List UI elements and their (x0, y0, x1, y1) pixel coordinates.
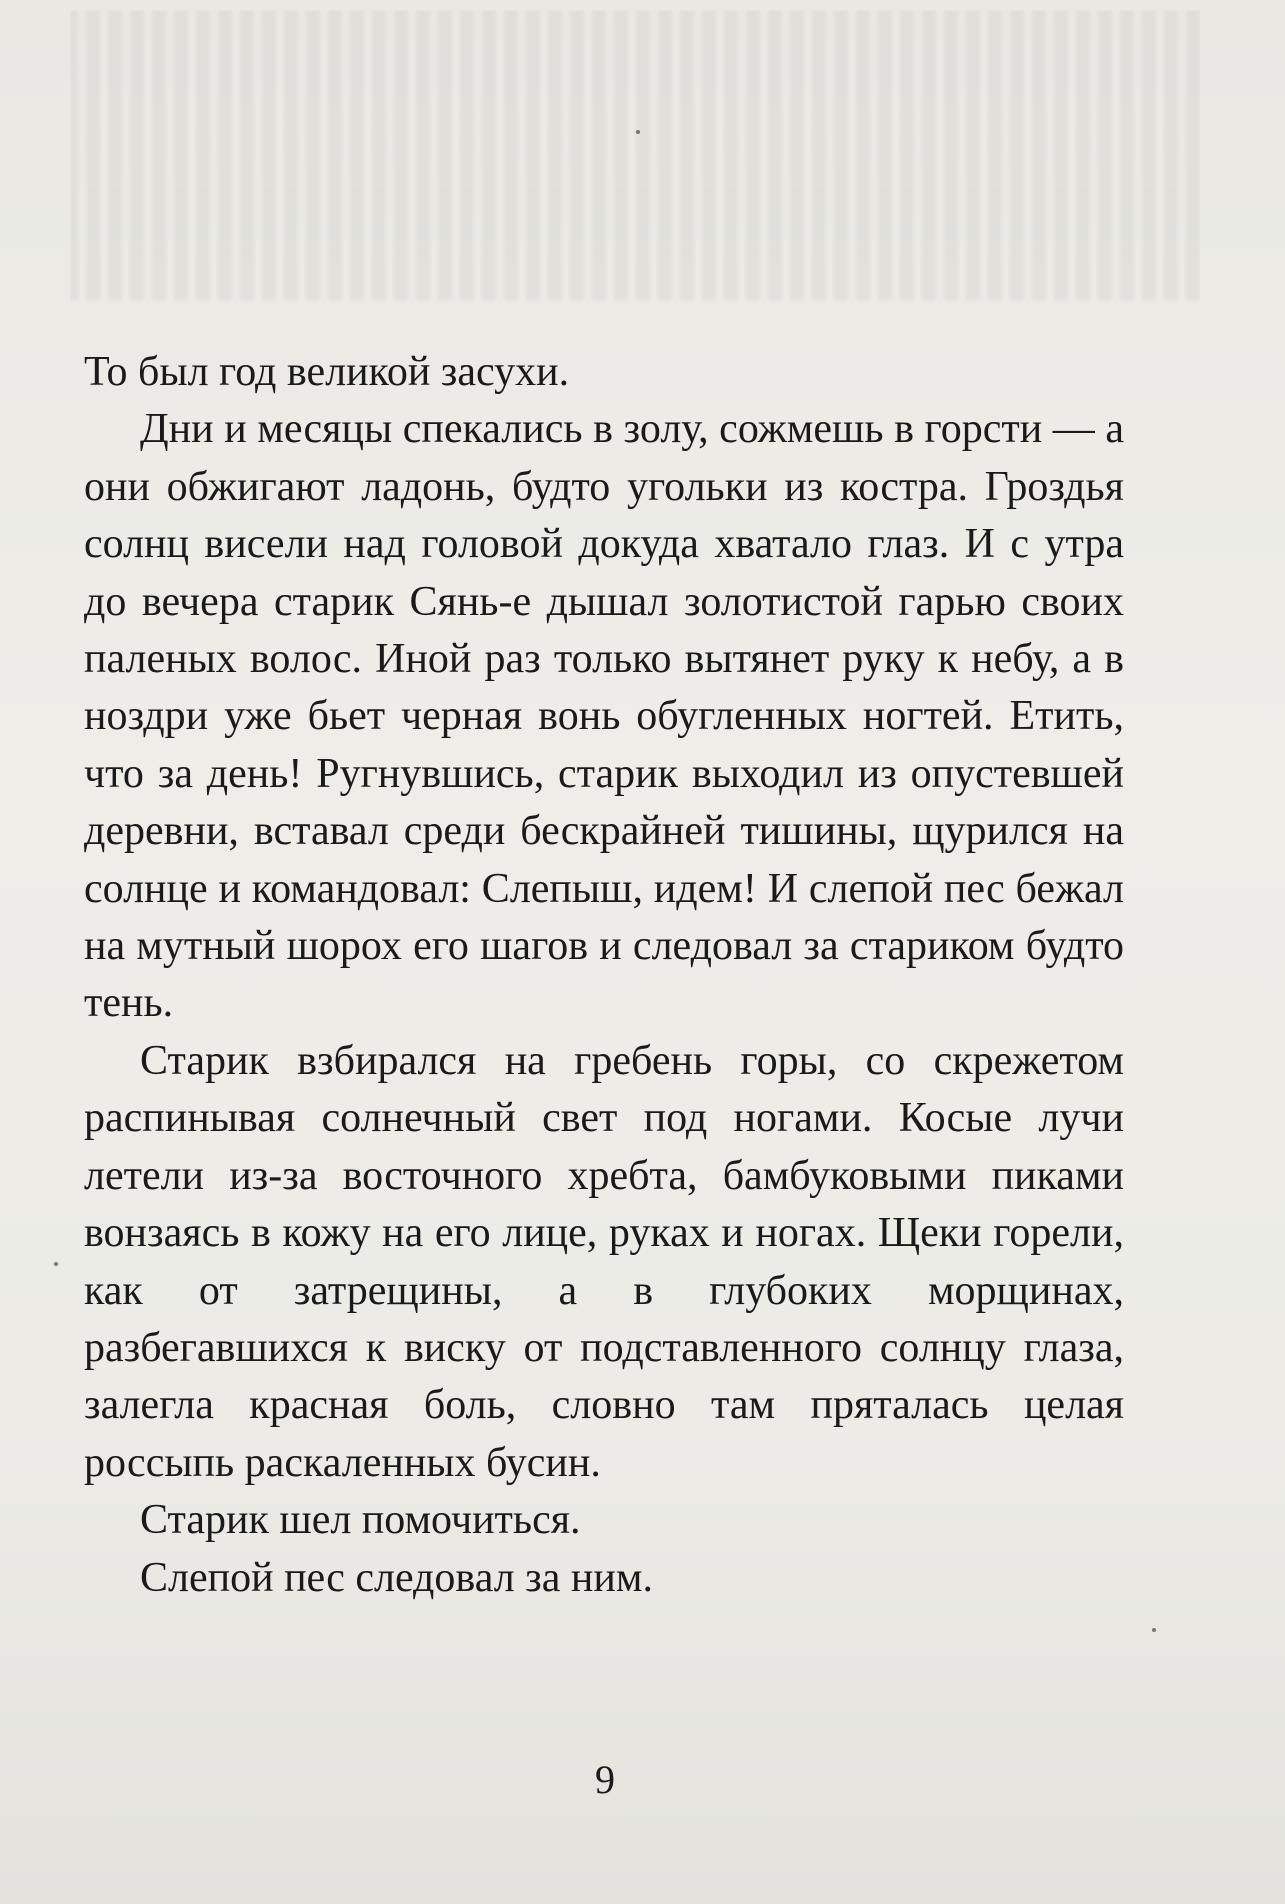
paragraph: То был год великой засухи. (84, 349, 570, 395)
show-through-line (70, 126, 1200, 184)
paragraph: Слепой пес следовал за ним. (140, 1554, 653, 1601)
paragraph: Старик шел помочиться. (140, 1497, 581, 1544)
paper-speck (636, 130, 640, 134)
show-through-line (70, 184, 1200, 242)
body-text (84, 344, 1124, 1607)
show-through-line (70, 10, 1200, 68)
page-number: 9 (595, 1757, 615, 1802)
show-through-line (70, 242, 1200, 300)
show-through-line (70, 68, 1200, 126)
paragraph: Старик взбирался на гребень горы, со скрежетом распинывая солнечный свет под ногами. Косые лучи летели из-за восточного хребта, бамбуковыми пиками вонзаясь в кожу на его лице, руках и ногах. Щеки горели, как от затрещины, а в глубоких морщинах, разбегавшихся к виску от подставленного солнцу глаза, залегла красная боль, словно там пряталась целая россыпь раскаленных бусин. (84, 1037, 1124, 1486)
show-through-text (70, 10, 1200, 350)
paper-speck (54, 1262, 58, 1266)
paragraph: Дни и месяцы спекались в золу, сожмешь в горсти — а они обжигают ладонь, будто угольки из костра. Гроздья солнц висели над головой докуда хватало глаз. И с утра до вечера старик Сянь-е дышал золотистой гарью своих паленых волос. Иной раз только вытянет руку к небу, а в ноздри уже бьет черная вонь обугленных ногтей. Етить, что за день! Ругнувшись, старик выходил из опустевшей деревни, вставал среди бескрайней тишины, щурился на солнце и командовал: Слепыш, идем! И слепой пес бежал на мутный шорох его шагов и следовал за стариком будто тень. (84, 406, 1124, 1027)
paper-speck (1152, 1628, 1156, 1632)
